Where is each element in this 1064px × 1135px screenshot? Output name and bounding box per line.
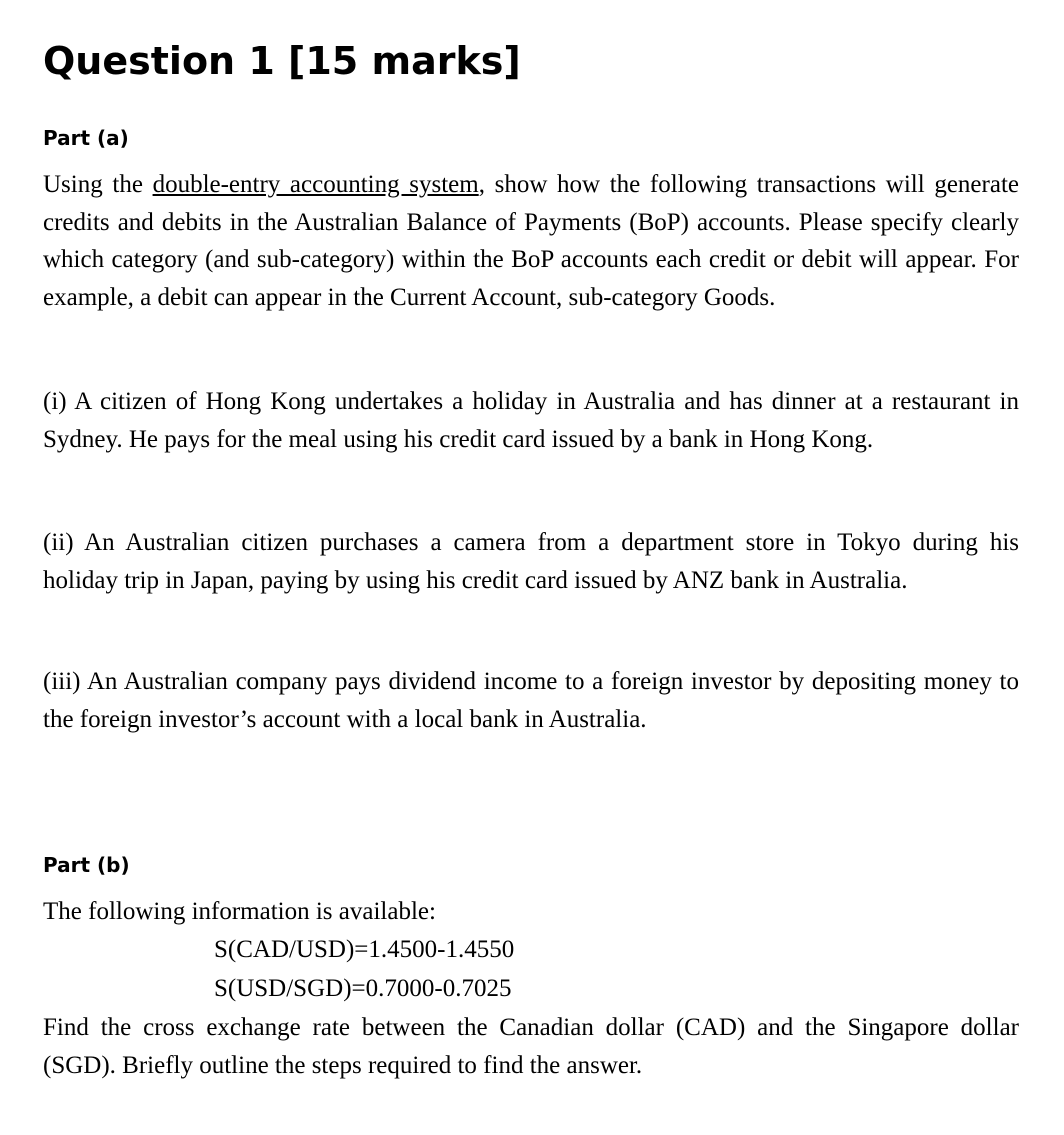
part-b-heading: Part (b) [43,853,130,877]
part-b-intro: The following information is available: [43,898,436,925]
part-a-item-i: (i) A citizen of Hong Kong undertakes a holiday in Australia and has dinner at a restaurant in Sydney. He pays for the meal using his credit card issued by a bank in Hong Kong. [43,388,1019,453]
rate-usd-sgd: S(USD/SGD)=0.7000-0.7025 [214,975,512,1002]
part-a-item-iii: (iii) An Australian company pays dividend income to a foreign investor by depositing money to the foreign investor’s account with a local bank in Australia. [43,668,1019,733]
part-a-heading: Part (a) [43,126,129,150]
part-b-task: Find the cross exchange rate between the Canadian dollar (CAD) and the Singapore dollar (SGD). Briefly outline the steps required to find the answer. [43,1014,1019,1079]
part-a-item-ii: (ii) An Australian citizen purchases a camera from a department store in Tokyo during his holiday trip in Japan, paying by using his credit card issued by ANZ bank in Australia. [43,529,1019,594]
rate-cad-usd: S(CAD/USD)=1.4500-1.4550 [214,936,515,963]
double-entry-term: double-entry accounting system [152,171,479,198]
part-a-intro-start: Using the [43,171,153,198]
question-title: Question 1 [15 marks] [43,39,521,83]
part-a-intro-rest: , show how the following transactions will generate credits and debits in the Australian Balance of Payments (BoP) accounts. Please specify clearly which category (and sub-category) within the BoP accounts each credit or debit will appear. For example, a debit can appear in the Current Account, sub-category Goods. [43,171,1019,311]
part-a-intro [43,166,1019,316]
